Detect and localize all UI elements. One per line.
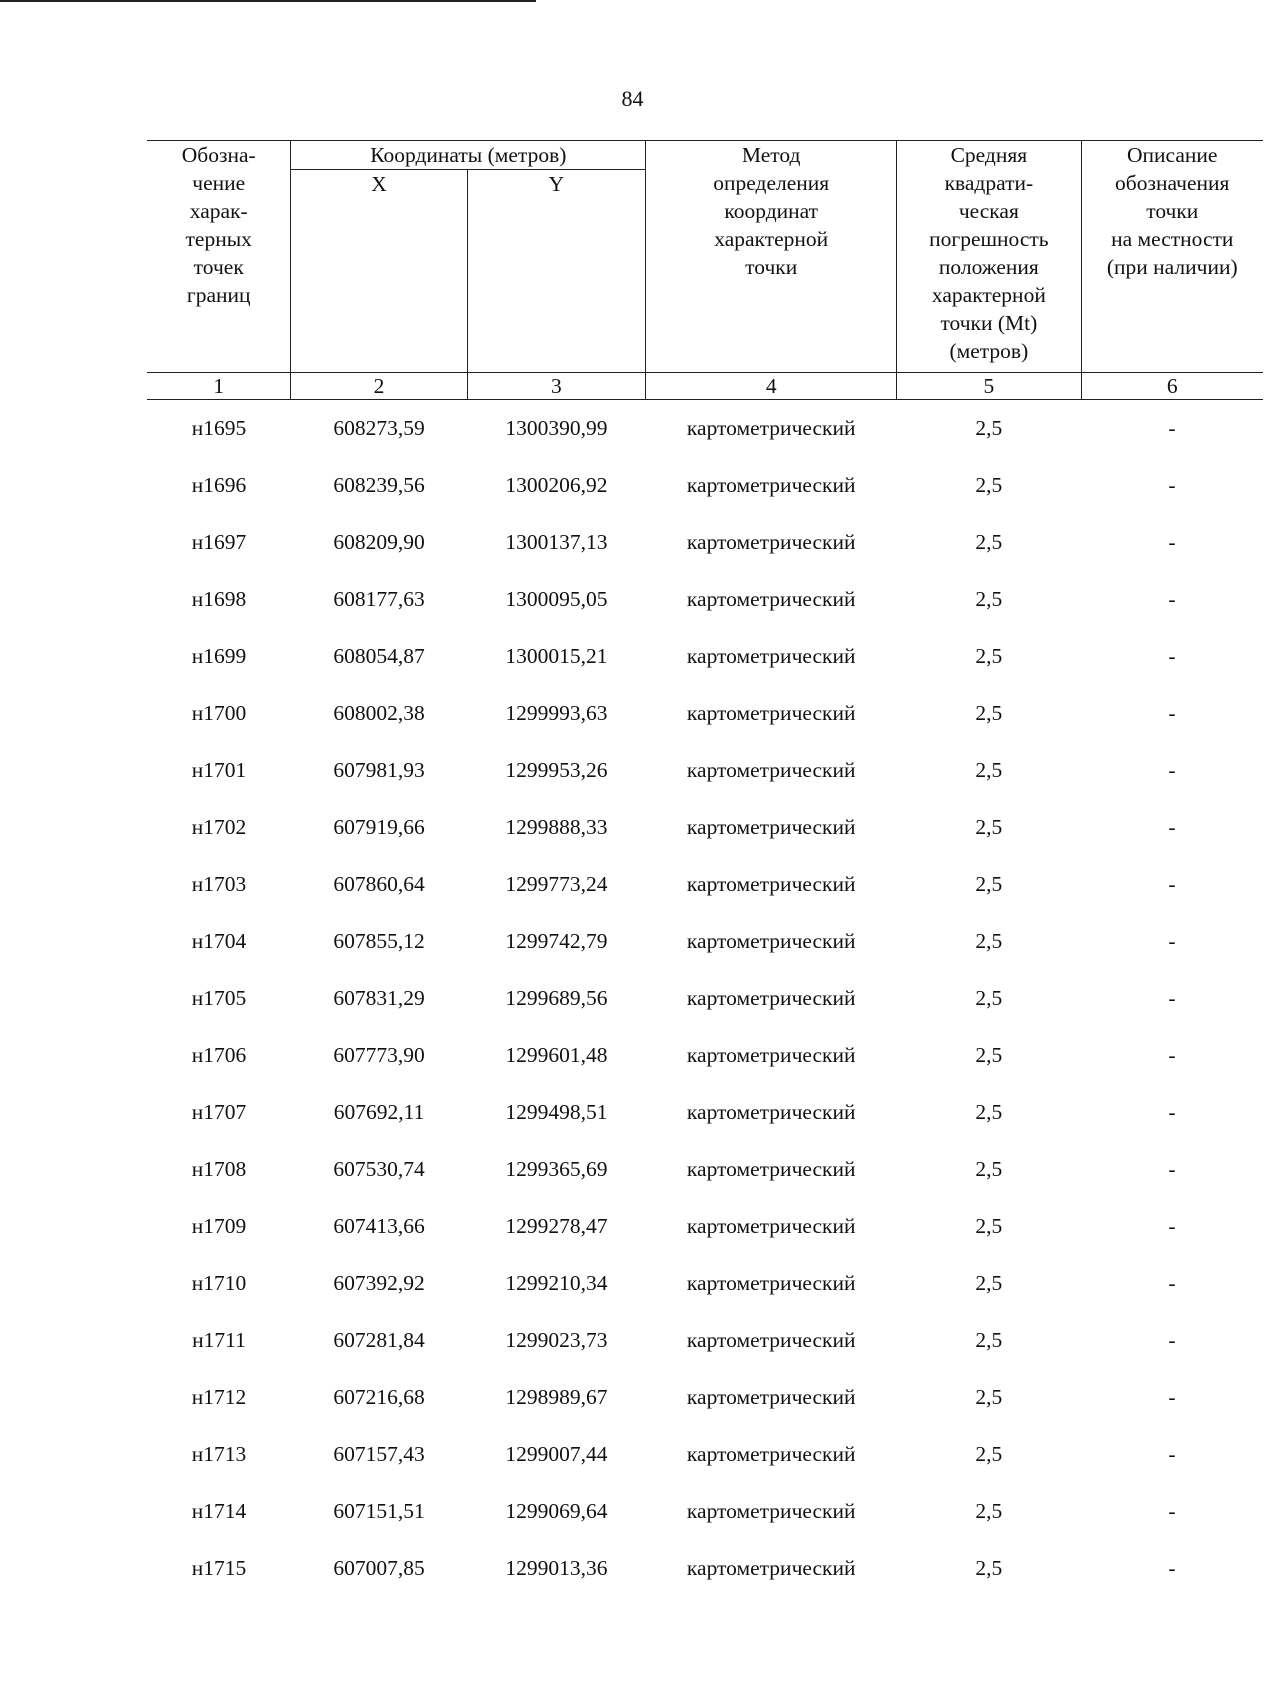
table-row [147, 1198, 1263, 1255]
coord-x-cell: 608054,87 [333, 644, 425, 668]
column-number-row [147, 373, 1263, 400]
mean-error-cell: 2,5 [975, 473, 1003, 497]
mean-error-cell: 2,5 [975, 1328, 1003, 1352]
coord-x-cell: 608273,59 [333, 416, 425, 440]
coord-x-cell: 607860,64 [333, 872, 425, 896]
point-id-cell: н1695 [191, 416, 247, 440]
description-cell: - [1168, 1271, 1176, 1295]
coord-x-cell: 607981,93 [333, 758, 425, 782]
table-row [147, 1027, 1263, 1084]
coord-x-cell: 607773,90 [333, 1043, 425, 1067]
description-cell: - [1168, 416, 1176, 440]
coord-x-cell: 608239,56 [333, 473, 425, 497]
table-row [147, 400, 1263, 458]
method-cell: картометрический [686, 1499, 856, 1523]
table-row [147, 1141, 1263, 1198]
column-number: 3 [467, 373, 646, 400]
point-id-cell: н1697 [191, 530, 247, 554]
point-id-cell: н1708 [191, 1157, 247, 1181]
coord-y-cell: 1299210,34 [505, 1271, 608, 1295]
column-number: 6 [1081, 373, 1263, 400]
method-cell: картометрический [686, 530, 856, 554]
mean-error-cell: 2,5 [975, 1271, 1003, 1295]
description-cell: - [1168, 872, 1176, 896]
table-row [147, 1312, 1263, 1369]
coord-y-cell: 1299013,36 [505, 1556, 608, 1580]
column-number: 2 [291, 373, 467, 400]
coord-x-cell: 607151,51 [333, 1499, 425, 1523]
coord-x-cell: 607281,84 [333, 1328, 425, 1352]
method-cell: картометрический [686, 1328, 856, 1352]
method-cell: картометрический [686, 1385, 856, 1409]
point-id-cell: н1699 [191, 644, 247, 668]
point-id-cell: н1707 [191, 1100, 247, 1124]
coord-y-cell: 1299069,64 [505, 1499, 608, 1523]
scan-edge-line [0, 0, 536, 2]
mean-error-cell: 2,5 [975, 416, 1003, 440]
coord-y-cell: 1300137,13 [505, 530, 608, 554]
mean-error-cell: 2,5 [975, 1442, 1003, 1466]
table-row [147, 742, 1263, 799]
table-row [147, 1540, 1263, 1597]
description-cell: - [1168, 1385, 1176, 1409]
point-id-cell: н1704 [191, 929, 247, 953]
coord-x-cell: 607413,66 [333, 1214, 425, 1238]
coord-x-cell: 607692,11 [333, 1100, 425, 1124]
description-cell: - [1168, 1442, 1176, 1466]
table-row [147, 913, 1263, 970]
method-cell: картометрический [686, 701, 856, 725]
coord-y-cell: 1299888,33 [505, 815, 608, 839]
description-cell: - [1168, 701, 1176, 725]
table-row [147, 1483, 1263, 1540]
description-cell: - [1168, 530, 1176, 554]
point-id-cell: н1712 [191, 1385, 247, 1409]
description-cell: - [1168, 1157, 1176, 1181]
table-row [147, 1426, 1263, 1483]
table-row [147, 1369, 1263, 1426]
coord-y-cell: 1299023,73 [505, 1328, 608, 1352]
mean-error-cell: 2,5 [975, 1100, 1003, 1124]
description-cell: - [1168, 473, 1176, 497]
coord-y-cell: 1299773,24 [505, 872, 608, 896]
method-cell: картометрический [686, 1043, 856, 1067]
header-point-designation: Обозна- чение харак- терных точек границ [147, 141, 291, 373]
coord-y-cell: 1299689,56 [505, 986, 608, 1010]
header-y: Y [467, 170, 646, 373]
header-method: Метод определения координат характерной точки [646, 141, 897, 373]
method-cell: картометрический [686, 1100, 856, 1124]
coord-y-cell: 1299601,48 [505, 1043, 608, 1067]
description-cell: - [1168, 644, 1176, 668]
header-coordinates-group: Координаты (метров) [291, 141, 646, 170]
coord-x-cell: 607855,12 [333, 929, 425, 953]
coord-y-cell: 1300095,05 [505, 587, 608, 611]
header-mean-error: Средняя квадрати- ческая погрешность положения характерной точки (Mt) (метров) [897, 141, 1081, 373]
coord-y-cell: 1299498,51 [505, 1100, 608, 1124]
table-row [147, 685, 1263, 742]
point-id-cell: н1706 [191, 1043, 247, 1067]
coord-y-cell: 1299953,26 [505, 758, 608, 782]
header-description: Описание обозначения точки на местности (при наличии) [1081, 141, 1263, 373]
description-cell: - [1168, 587, 1176, 611]
coord-y-cell: 1299993,63 [505, 701, 608, 725]
mean-error-cell: 2,5 [975, 872, 1003, 896]
table-row [147, 628, 1263, 685]
mean-error-cell: 2,5 [975, 1556, 1003, 1580]
method-cell: картометрический [686, 473, 856, 497]
table-row [147, 514, 1263, 571]
coord-y-cell: 1300015,21 [505, 644, 608, 668]
column-number: 5 [897, 373, 1081, 400]
table-row [147, 856, 1263, 913]
mean-error-cell: 2,5 [975, 1214, 1003, 1238]
point-id-cell: н1713 [191, 1442, 247, 1466]
coord-y-cell: 1299007,44 [505, 1442, 608, 1466]
header-x: X [291, 170, 467, 373]
description-cell: - [1168, 1556, 1176, 1580]
mean-error-cell: 2,5 [975, 986, 1003, 1010]
coord-x-cell: 607007,85 [333, 1556, 425, 1580]
point-id-cell: н1715 [191, 1556, 247, 1580]
table-row [147, 1255, 1263, 1312]
method-cell: картометрический [686, 929, 856, 953]
description-cell: - [1168, 1328, 1176, 1352]
coord-y-cell: 1300390,99 [505, 416, 608, 440]
point-id-cell: н1696 [191, 473, 247, 497]
coord-x-cell: 608002,38 [333, 701, 425, 725]
coord-y-cell: 1298989,67 [505, 1385, 608, 1409]
method-cell: картометрический [686, 416, 856, 440]
mean-error-cell: 2,5 [975, 815, 1003, 839]
table-body [147, 400, 1263, 1598]
description-cell: - [1168, 1499, 1176, 1523]
description-cell: - [1168, 758, 1176, 782]
table-row [147, 571, 1263, 628]
table-row [147, 799, 1263, 856]
point-id-cell: н1698 [191, 587, 247, 611]
mean-error-cell: 2,5 [975, 758, 1003, 782]
method-cell: картометрический [686, 1157, 856, 1181]
method-cell: картометрический [686, 986, 856, 1010]
point-id-cell: н1711 [192, 1328, 246, 1352]
coord-x-cell: 607919,66 [333, 815, 425, 839]
coord-y-cell: 1299278,47 [505, 1214, 608, 1238]
point-id-cell: н1710 [191, 1271, 247, 1295]
coord-x-cell: 607157,43 [333, 1442, 425, 1466]
coord-x-cell: 607392,92 [333, 1271, 425, 1295]
method-cell: картометрический [686, 1442, 856, 1466]
description-cell: - [1168, 1043, 1176, 1067]
page-number: 84 [621, 86, 644, 111]
description-cell: - [1168, 929, 1176, 953]
mean-error-cell: 2,5 [975, 1157, 1003, 1181]
table-row [147, 970, 1263, 1027]
mean-error-cell: 2,5 [975, 701, 1003, 725]
coord-x-cell: 607831,29 [333, 986, 425, 1010]
method-cell: картометрический [686, 1271, 856, 1295]
method-cell: картометрический [686, 815, 856, 839]
description-cell: - [1168, 1214, 1176, 1238]
method-cell: картометрический [686, 644, 856, 668]
coord-y-cell: 1299742,79 [505, 929, 608, 953]
mean-error-cell: 2,5 [975, 644, 1003, 668]
column-number: 1 [147, 373, 291, 400]
coord-y-cell: 1300206,92 [505, 473, 608, 497]
coord-x-cell: 607530,74 [333, 1157, 425, 1181]
coord-x-cell: 608209,90 [333, 530, 425, 554]
method-cell: картометрический [686, 1214, 856, 1238]
coord-y-cell: 1299365,69 [505, 1157, 608, 1181]
description-cell: - [1168, 1100, 1176, 1124]
point-id-cell: н1702 [191, 815, 247, 839]
description-cell: - [1168, 815, 1176, 839]
point-id-cell: н1701 [191, 758, 247, 782]
method-cell: картометрический [686, 1556, 856, 1580]
point-id-cell: н1700 [191, 701, 247, 725]
mean-error-cell: 2,5 [975, 530, 1003, 554]
method-cell: картометрический [686, 587, 856, 611]
point-id-cell: н1705 [191, 986, 247, 1010]
table-row [147, 457, 1263, 514]
method-cell: картометрический [686, 872, 856, 896]
mean-error-cell: 2,5 [975, 929, 1003, 953]
point-id-cell: н1703 [191, 872, 247, 896]
point-id-cell: н1709 [191, 1214, 247, 1238]
mean-error-cell: 2,5 [975, 1385, 1003, 1409]
mean-error-cell: 2,5 [975, 587, 1003, 611]
method-cell: картометрический [686, 758, 856, 782]
table-row [147, 1084, 1263, 1141]
coordinates-table [147, 140, 1263, 1597]
mean-error-cell: 2,5 [975, 1043, 1003, 1067]
coord-x-cell: 608177,63 [333, 587, 425, 611]
point-id-cell: н1714 [191, 1499, 247, 1523]
coord-x-cell: 607216,68 [333, 1385, 425, 1409]
description-cell: - [1168, 986, 1176, 1010]
column-number: 4 [646, 373, 897, 400]
mean-error-cell: 2,5 [975, 1499, 1003, 1523]
